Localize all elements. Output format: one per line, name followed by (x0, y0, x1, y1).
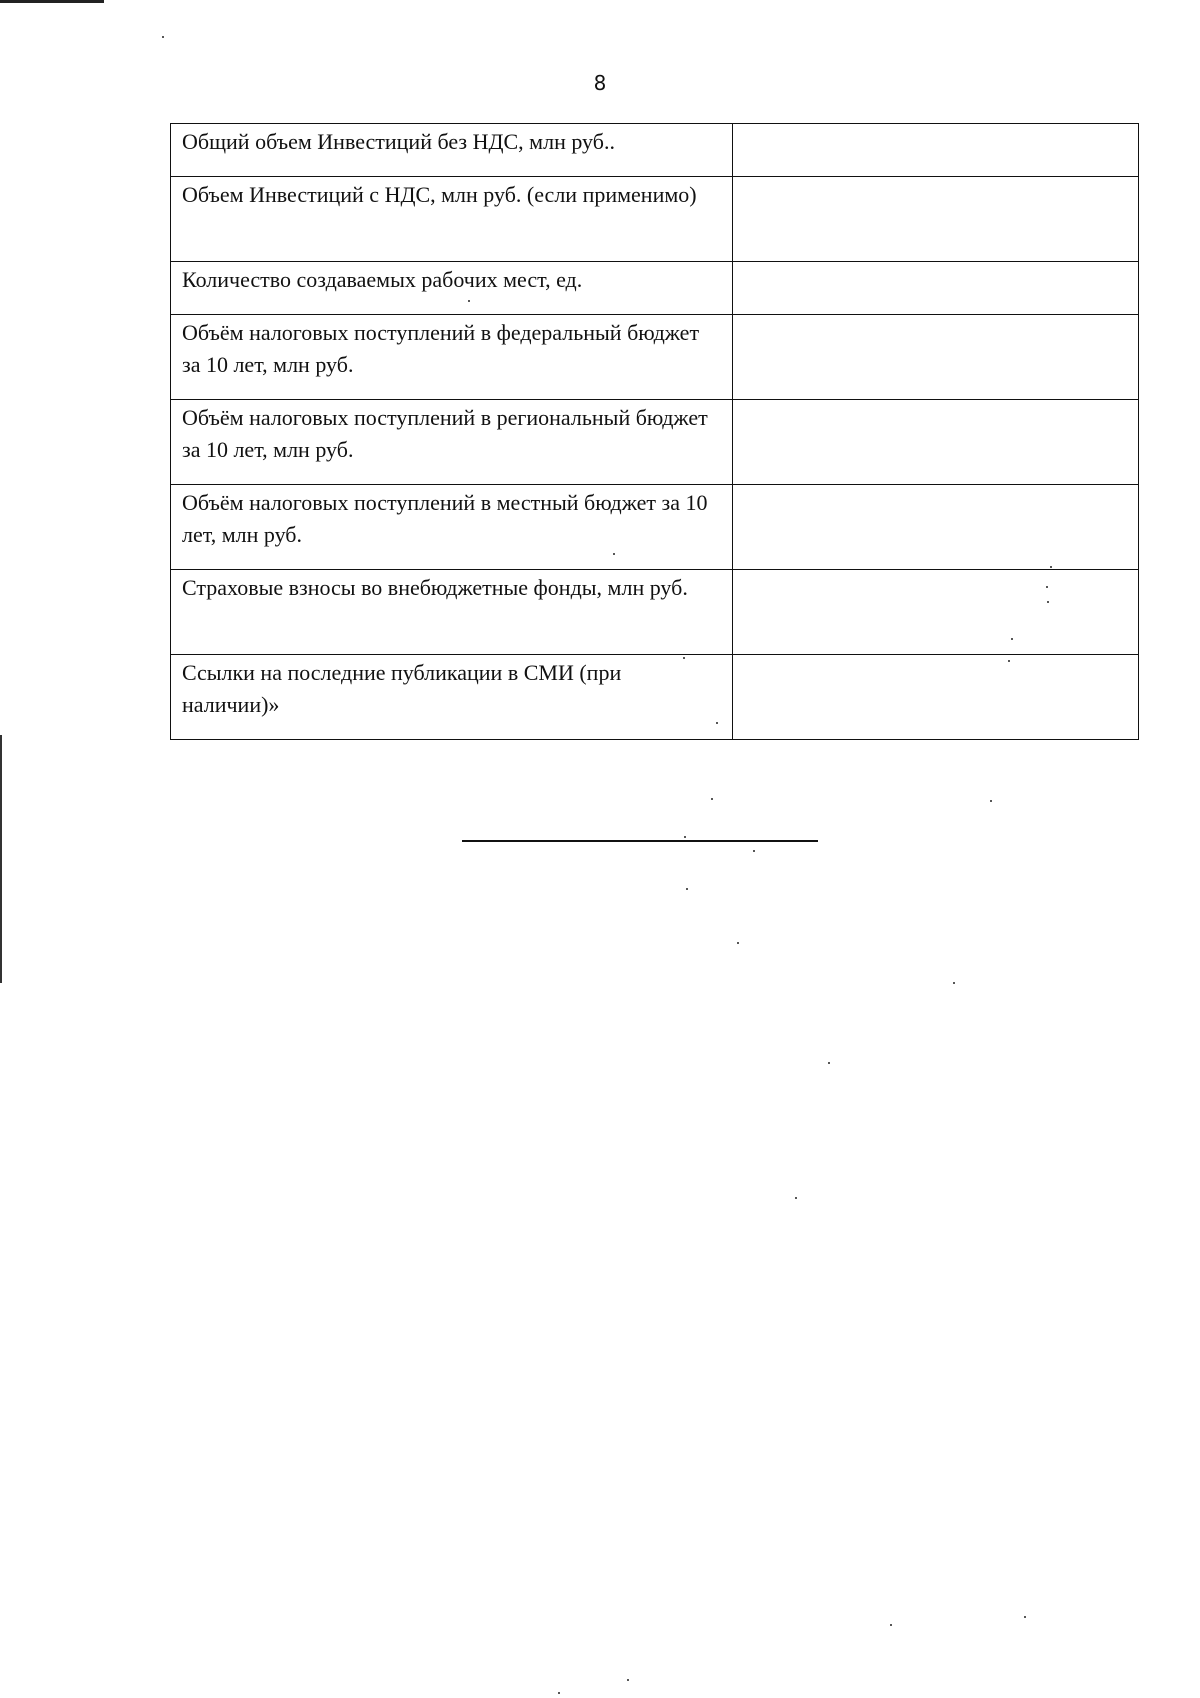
row-label: Общий объем Инвестиций без НДС, млн руб.. (171, 124, 733, 177)
row-label: Страховые взносы во внебюджетные фонды, млн руб. (171, 570, 733, 655)
scan-speck (1046, 586, 1048, 588)
scan-speck (468, 300, 470, 302)
scan-speck (737, 942, 739, 944)
scan-speck (990, 800, 992, 802)
row-label: Объём налоговых поступлений в региональный бюджет за 10 лет, млн руб. (171, 400, 733, 485)
scan-speck (627, 1679, 629, 1681)
table-row (171, 262, 1139, 315)
page-number: 8 (593, 71, 607, 95)
row-value (733, 485, 1139, 570)
scan-speck (890, 1624, 892, 1626)
scan-speck (1011, 638, 1013, 640)
scan-speck (1008, 660, 1010, 662)
scan-speck (162, 36, 164, 38)
table-row (171, 485, 1139, 570)
scan-speck (716, 722, 718, 724)
row-value (733, 177, 1139, 262)
scan-speck (683, 657, 685, 659)
scan-speck (684, 836, 686, 838)
row-label: Объём налоговых поступлений в федеральный бюджет за 10 лет, млн руб. (171, 315, 733, 400)
scan-speck (753, 850, 755, 852)
scan-edge-mark (0, 0, 104, 3)
row-value (733, 262, 1139, 315)
row-value (733, 315, 1139, 400)
scan-speck (795, 1197, 797, 1199)
row-value (733, 124, 1139, 177)
row-label: Количество создаваемых рабочих мест, ед. (171, 262, 733, 315)
scan-speck (1024, 1616, 1026, 1618)
row-label: Объём налоговых поступлений в местный бюджет за 10 лет, млн руб. (171, 485, 733, 570)
scan-speck (1050, 566, 1052, 568)
table-row (171, 177, 1139, 262)
row-value (733, 655, 1139, 740)
row-value (733, 570, 1139, 655)
scan-speck (1047, 601, 1049, 603)
investment-indicators-table (170, 123, 1139, 740)
scan-speck (711, 798, 713, 800)
scan-speck (558, 1692, 560, 1694)
scan-speck (953, 982, 955, 984)
table-row (171, 655, 1139, 740)
table-row (171, 315, 1139, 400)
scan-left-edge (0, 735, 2, 983)
scan-speck (686, 888, 688, 890)
row-label: Объем Инвестиций с НДС, млн руб. (если применимо) (171, 177, 733, 262)
table-row (171, 570, 1139, 655)
scan-speck (613, 553, 615, 555)
row-label: Ссылки на последние публикации в СМИ (при наличии)» (171, 655, 733, 740)
closing-separator-line (462, 840, 818, 842)
table-row (171, 124, 1139, 177)
scan-speck (828, 1062, 830, 1064)
table-row (171, 400, 1139, 485)
row-value (733, 400, 1139, 485)
